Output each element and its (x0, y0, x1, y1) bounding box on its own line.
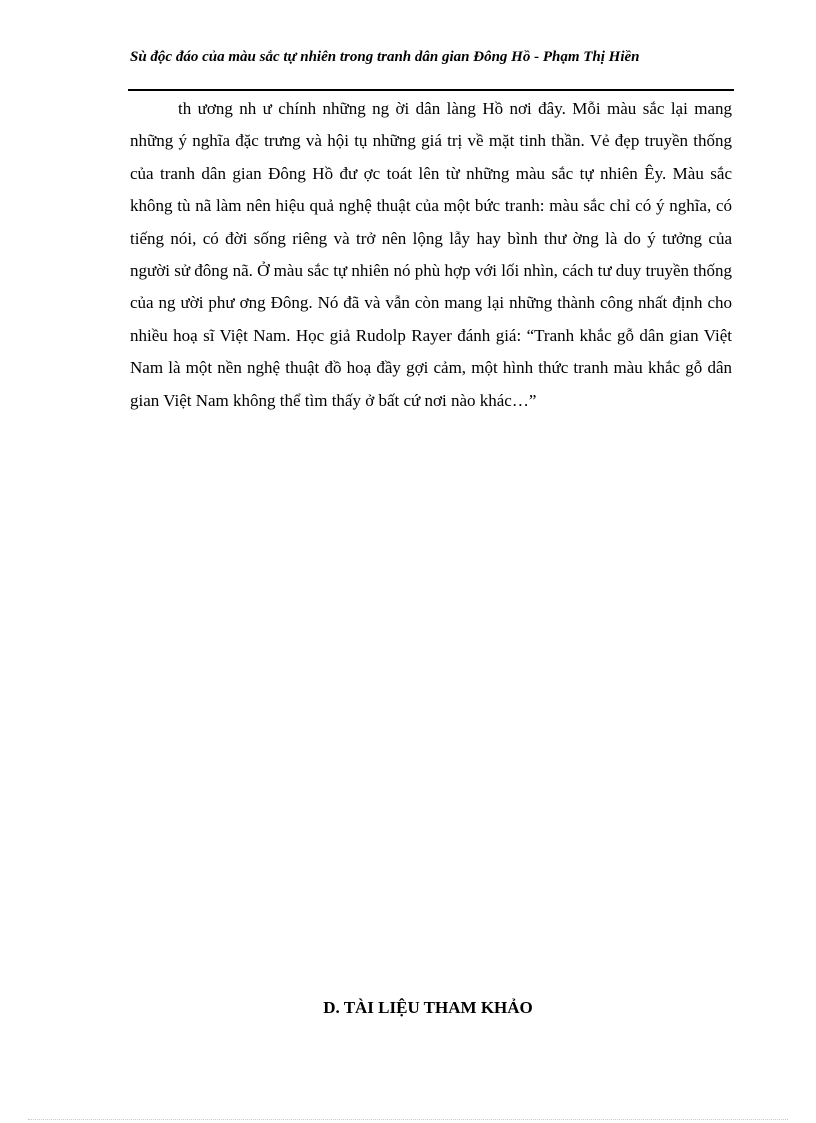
running-header: Sù độc đáo của màu sắc tự nhiên trong tranh dân gian Đông Hồ - Phạm Thị Hiền (130, 49, 640, 65)
footer-divider (28, 1119, 788, 1120)
section-heading: D. TÀI LIỆU THAM KHẢO (323, 998, 533, 1017)
body-paragraph: th ương nh ư chính những ng ời dân làng Hồ nơi đây. Mỗi màu sắc lại mang những ý nghĩa đặc trưng và hội tụ những giá trị về mặt tinh thần. Vẻ đẹp truyền thống của tranh dân gian Đông Hồ đư ợc toát lên từ những màu sắc tự nhiên Êy. Màu sắc không tù nã làm nên hiệu quả nghệ thuật của một bức tranh: màu sắc chỉ có ý nghĩa, có tiếng nói, có đời sống riêng và trở nên lộng lẫy hay bình thư ờng là do ý tưởng của người sử đông nã. Ở màu sắc tự nhiên nó phù hợp với lối nhìn, cách tư duy truyền thống của ng ười phư ơng Đông. Nó đã và vẫn còn mang lại những thành công nhất định cho nhiều hoạ sĩ Việt Nam. Học giả Rudolp Rayer đánh giá: “Tranh khắc gỗ dân gian Việt Nam là một nền nghệ thuật đồ hoạ đầy gợi cảm, một hình thức tranh màu khắc gỗ dân gian Việt Nam không thể tìm thấy ở bất cứ nơi nào khác…” (130, 99, 732, 410)
header-divider (128, 89, 734, 91)
